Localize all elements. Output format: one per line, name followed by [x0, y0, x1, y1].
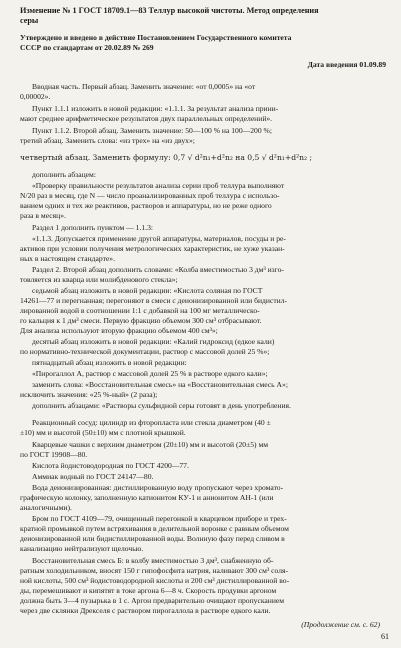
- amendment-title-cont: серы: [20, 16, 39, 25]
- text-line: ванием одних и тех же реактивов, растворов и аппаратуры, но не реже одного: [20, 201, 272, 210]
- text-line: дополнить абзацами: «Растворы сульфидной серы готовят в день употребления.: [32, 401, 291, 410]
- effective-date: Дата введения 01.09.89: [307, 60, 386, 69]
- text-line: 14261—77 и перегнанная; перегоняют в смеси с деионизированной или бидистил-: [20, 296, 288, 305]
- text-line: N/20 раз в месяц, где N — число проанализированных проб теллура с использо-: [20, 191, 280, 200]
- text-line: Для анализа используют вторую фракцию объемом 400 см³»;: [20, 326, 218, 335]
- page-number: 61: [381, 632, 389, 641]
- text-line: дополнить абзацем:: [32, 170, 96, 179]
- text-line: седьмой абзац изложить в новой редакции: «Кислота соляная по ГОСТ: [32, 286, 263, 295]
- text-line: Восстановительная смесь Б: в колбу вместимостью 3 дм³, снабженную об-: [32, 556, 274, 565]
- approval-statement: Утверждено и введено в действие Постановлением Государственного комитета: [20, 33, 292, 42]
- text-line: товляется из кварца или молибденового стекла»;: [20, 275, 178, 284]
- amendment-title: Изменение № 1 ГОСТ 18709.1—83 Теллур высокой чистоты. Метод определения: [20, 6, 319, 15]
- text-line: Раздел 2. Второй абзац дополнить словами: «Колба вместимостью 3 дм³ изго-: [32, 265, 284, 274]
- text-line: ратным холодильником, вносят 150 г гипофосфита натрия, наливают 300 см³ соля-: [20, 566, 289, 575]
- text-line: лированной водой в соотношении 1:1 с добавкой на 100 мг металлическо-: [20, 306, 260, 315]
- text-line: «Проверку правильности результатов анализа серии проб теллура выполняют: [32, 181, 285, 190]
- text-line: ных в настоящем стандарте».: [20, 254, 115, 263]
- text-line: Реакционный сосуд: цилиндр из фторопласта или стекла диаметром (40 ±: [32, 418, 271, 427]
- text-line: через две склянки Дрекселя с раствором пирогаллола в растворе едкого кали.: [20, 606, 271, 615]
- text-line: Бром по ГОСТ 4109—79, очищенный перегонкой в кварцевом приборе и трех-: [32, 514, 287, 523]
- formula-line: четвертый абзац. Заменить формулу: 0,7 √ d²n₁+d²n₂ на 0,5 √ d²n₁+d²n₂ ;: [20, 153, 313, 162]
- text-line: 0,00002».: [20, 92, 51, 101]
- text-line: заменить слова: «Восстановительная смесь» на «Восстановительная смесь А»;: [32, 380, 288, 389]
- text-line: Вода деионизированная: дистиллированную воду пропускают через хромато-: [32, 483, 284, 492]
- text-line: кратной промывкой путем встряхивания в делительной воронке с равным объемом: [20, 524, 289, 533]
- text-line: мают среднее арифметическое результатов двух параллельных определений».: [20, 114, 273, 123]
- text-line: аналогичными).: [20, 503, 72, 512]
- text-line: должна быть 3—4 пузырька в 1 с. Аргон предварительно очищают пропусканием: [20, 596, 285, 605]
- approval-statement-cont: СССР по стандартам от 20.02.89 № 269: [20, 43, 154, 52]
- text-line: Кварцевые чашки с верхним диаметром (20±10) мм и высотой (20±5) мм: [32, 440, 269, 449]
- text-line: «Пирогаллол А, раствор с массовой долей 25 % в растворе едкого кали»;: [32, 369, 268, 378]
- text-line: Раздел 1 дополнить пунктом — 1.1.3:: [32, 223, 153, 232]
- text-line: пятнадцатый абзац изложить в новой редакции:: [32, 358, 187, 367]
- continuation-note: (Продолжение см. с. 62): [301, 620, 380, 629]
- text-line: по ГОСТ 19908—80.: [20, 450, 88, 459]
- text-line: по нормативно-технической документации, раствор с массовой долей 25 %»;: [20, 347, 270, 356]
- text-line: Пункт 1.1.2. Второй абзац. Заменить значение: 50—100 % на 100—200 %;: [32, 126, 272, 135]
- text-line: «1.1.3. Допускается применение другой аппаратуры, материалов, посуды и ре-: [32, 234, 286, 243]
- text-line: Пункт 1.1.1 изложить в новой редакции: «1.1.1. За результат анализа прини-: [32, 104, 279, 113]
- text-line: деионизированной или бидистиллированной воды. Волнную фазу перед сливом в: [20, 534, 285, 543]
- text-line: го кальция к 1 дм³ смеси. Первую фракцию объемом 300 см³ отбрасывают.: [20, 316, 262, 325]
- text-line: раза в месяц».: [20, 211, 66, 220]
- text-line: ды, перемешивают и кипятят в токе аргона 6—8 ч. Скорость продувки аргоном: [20, 586, 277, 595]
- text-line: графическую колонку, заполненную катионитом КУ-1 и анионитом АН-1 (или: [20, 493, 274, 502]
- text-line: третий абзац. Заменить слова: «из трех» на «из двух»;: [20, 136, 195, 145]
- text-line: исключить значения: «25 %-ный» (2 раза);: [20, 390, 158, 399]
- text-line: десятый абзац изложить в новой редакции: «Калий гидроксид (едкое кали): [32, 337, 275, 346]
- text-line: активов при условии получения метрологических характеристик, не хуже указан-: [20, 244, 285, 253]
- text-line: Вводная часть. Первый абзац. Заменить значение: «от 0,0005» на «от: [32, 82, 256, 91]
- text-line: ной кислоты, 500 см³ йодистоводородной кислоты и 200 см³ дистиллированной во-: [20, 576, 290, 585]
- text-line: канализацию нейтрализуют щелочью.: [20, 544, 144, 553]
- text-line: Кислота йодистоводородная по ГОСТ 4200—77.: [32, 461, 189, 470]
- text-line: Аммиак водный по ГОСТ 24147—80.: [32, 472, 154, 481]
- text-line: ±10) мм и высотой (50±10) мм с плотной крышкой.: [20, 428, 186, 437]
